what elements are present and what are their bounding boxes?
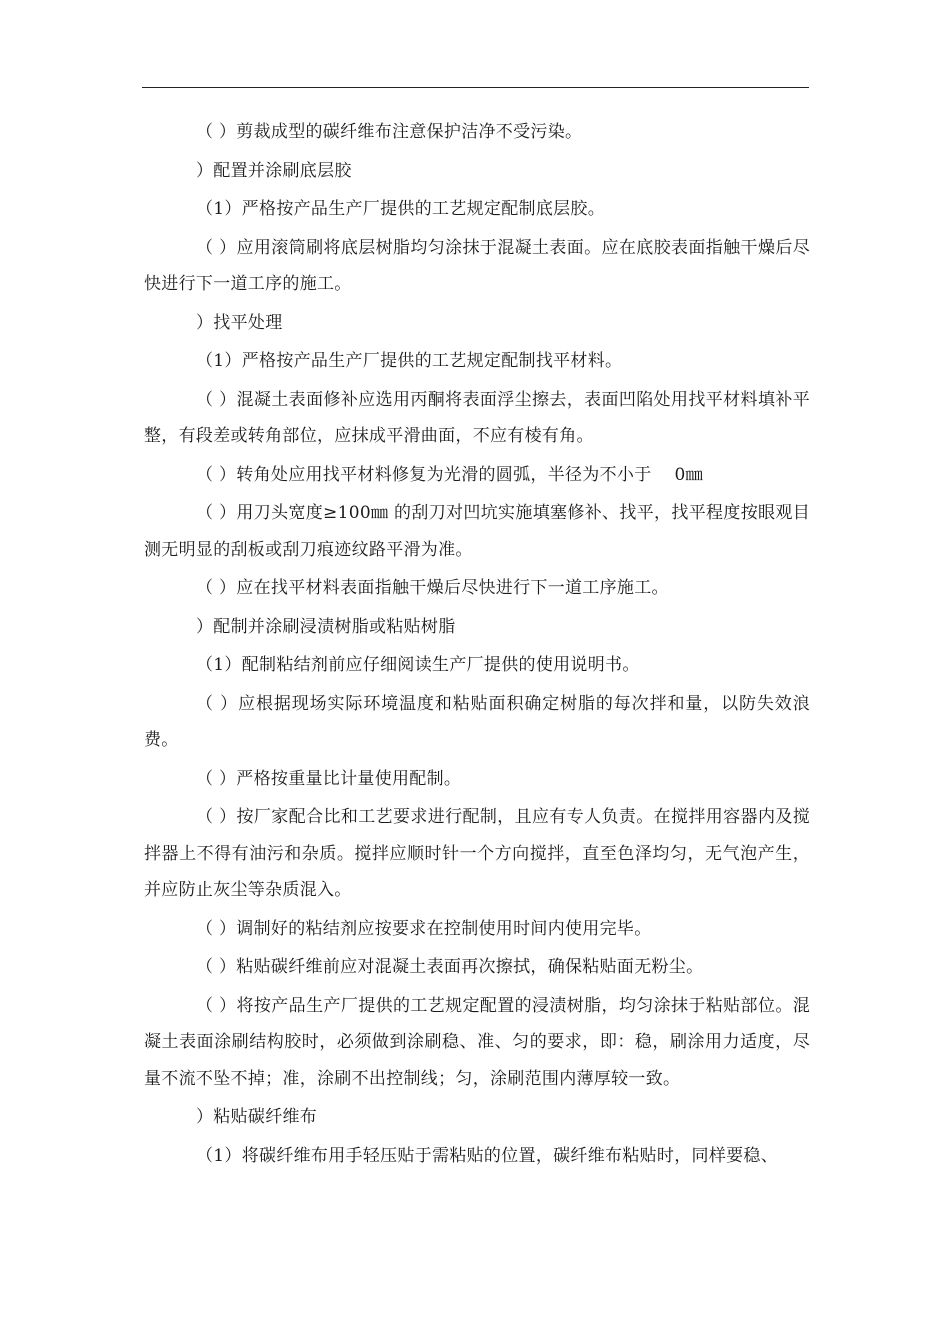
paragraph: （ ）按厂家配合比和工艺要求进行配制，且应有专人负责。在搅拌用容器内及搅拌器上不得有油污和杂质。搅拌应顺时针一个方向搅拌，直至色泽均匀，无气泡产生，并应防止灰尘等杂质混入。 [144,807,810,900]
paragraph: （ ）应根据现场实际环境温度和粘贴面积确定树脂的每次拌和量，以防失效浪费。 [144,693,810,750]
paragraph: （1）严格按产品生产厂提供的工艺规定配制找平材料。 [196,351,623,371]
paragraph: （1）配制粘结剂前应仔细阅读生产厂提供的使用说明书。 [196,655,640,675]
paragraph: （ ）应用滚筒刷将底层树脂均匀涂抹于混凝土表面。应在底胶表面指触干燥后尽快进行下一道工序的施工。 [144,237,810,294]
paragraph: （ ）转角处应用找平材料修复为光滑的圆弧，半径为不小于 0㎜ [196,464,703,485]
paragraph: （ ）应在找平材料表面指触干燥后尽快进行下一道工序施工。 [196,578,669,598]
document-body [144,114,810,1176]
section-heading: ）配制并涂刷浸渍树脂或粘贴树脂 [196,616,456,637]
paragraph: （ ）调制好的粘结剂应按要求在控制使用时间内使用完毕。 [196,918,652,939]
paragraph: （1）严格按产品生产厂提供的工艺规定配制底层胶。 [196,199,606,219]
paragraph: （ ）混凝土表面修补应选用丙酮将表面浮尘擦去，表面凹陷处用找平材料填补平整，有段差或转角部位，应抹成平滑曲面，不应有棱有角。 [144,389,810,446]
paragraph: （ ）粘贴碳纤维前应对混凝土表面再次擦拭，确保粘贴面无粉尘。 [196,957,704,977]
section-heading: ）粘贴碳纤维布 [196,1107,318,1127]
paragraph: （1）将碳纤维布用手轻压贴于需粘贴的位置，碳纤维布粘贴时，同样要稳、 [196,1145,779,1166]
section-heading: ）找平处理 [196,312,283,333]
section-heading: ）配置并涂刷底层胶 [196,160,352,181]
paragraph: （ ）将按产品生产厂提供的工艺规定配置的浸渍树脂，均匀涂抹于粘贴部位。混凝土表面涂刷结构胶时，必须做到涂刷稳、准、匀的要求，即：稳，刷涂用力适度，尽量不流不坠不掉；准，涂刷不出控制线；匀，涂刷范围内薄厚较一致。 [144,995,810,1089]
paragraph: （ ）剪裁成型的碳纤维布注意保护洁净不受污染。 [196,122,583,142]
paragraph: （ ）严格按重量比计量使用配制。 [196,768,462,789]
header-divider [142,87,809,88]
paragraph: （ ）用刀头宽度≥100㎜ 的刮刀对凹坑实施填塞修补、找平，找平程度按眼观目测无明显的刮板或刮刀痕迹纹路平滑为准。 [144,503,810,560]
